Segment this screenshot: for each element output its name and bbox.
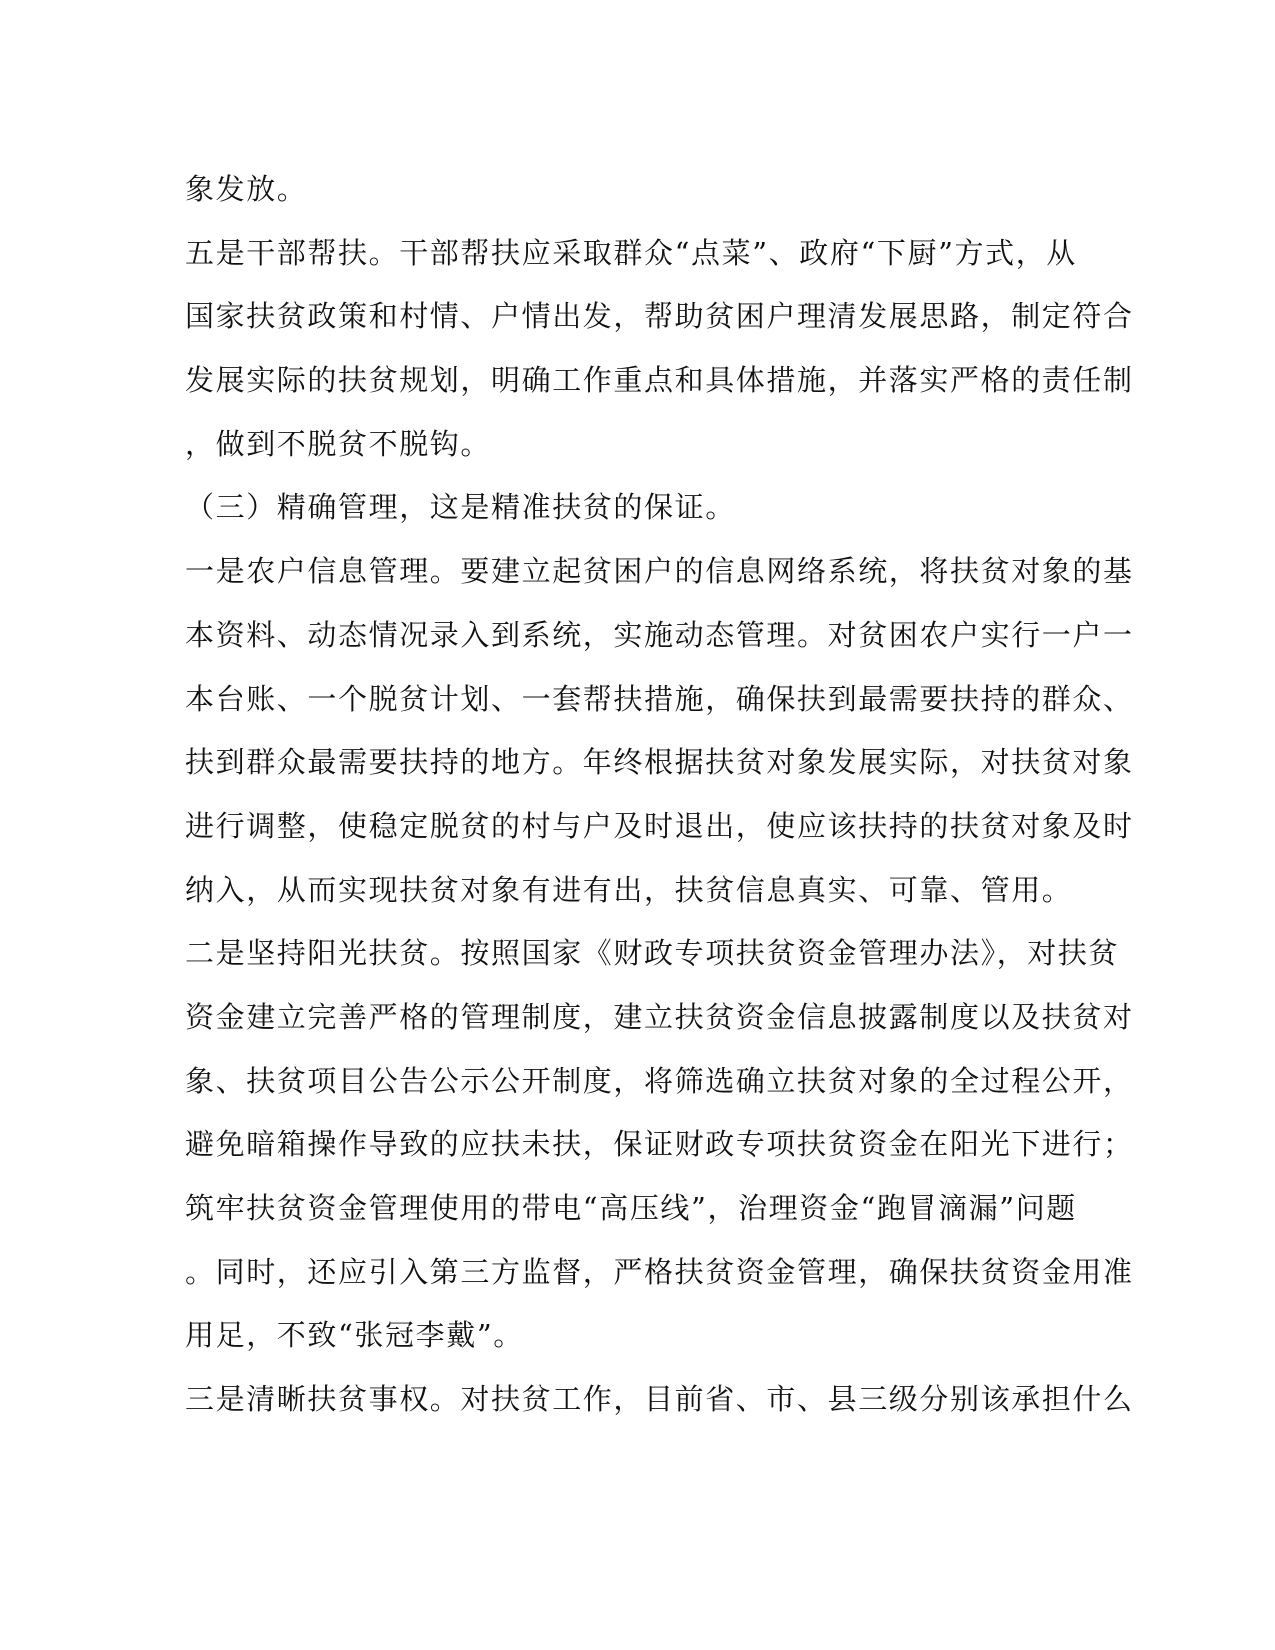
text-line: 象、扶贫项目公告公示公开制度，将筛选确立扶贫对象的全过程公开， [185, 1063, 1134, 1098]
text-line: 本资料、动态情况录入到系统，实施动态管理。对贫困农户实行一户一 [185, 617, 1134, 652]
text-line: 象发放。 [185, 172, 308, 206]
text-line: 进行调整，使稳定脱贫的村与户及时退出，使应该扶持的扶贫对象及时 [185, 808, 1134, 843]
text-line: 用足，不致“张冠李戴”。 [185, 1318, 524, 1353]
section-heading: （三）精确管理，这是精准扶贫的保证。 [185, 490, 736, 525]
text-line: 筑牢扶贫资金管理使用的带电“高压线”，治理资金“跑冒滴漏”问题 [185, 1191, 1077, 1225]
text-line: 资金建立完善严格的管理制度，建立扶贫资金信息披露制度以及扶贫对 [185, 999, 1134, 1034]
text-line: 。同时，还应引入第三方监督，严格扶贫资金管理，确保扶贫资金用准 [185, 1254, 1134, 1289]
text-line: 本台账、一个脱贫计划、一套帮扶措施，确保扶到最需要扶持的群众、 [185, 681, 1134, 716]
text-line: 一是农户信息管理。要建立起贫困户的信息网络系统，将扶贫对象的基 [185, 554, 1134, 589]
text-line: 扶到群众最需要扶持的地方。年终根据扶贫对象发展实际，对扶贫对象 [185, 745, 1134, 780]
text-line: 二是坚持阳光扶贫。按照国家《财政专项扶贫资金管理办法》，对扶贫 [185, 936, 1120, 971]
text-line: 发展实际的扶贫规划，明确工作重点和具体措施，并落实严格的责任制 [185, 363, 1134, 398]
text-line: 三是清晰扶贫事权。对扶贫工作，目前省、市、县三级分别该承担什么 [185, 1382, 1134, 1417]
text-line: 国家扶贫政策和村情、户情出发，帮助贫困户理清发展思路，制定符合 [185, 299, 1134, 334]
text-line: 纳入，从而实现扶贫对象有进有出，扶贫信息真实、可靠、管用。 [185, 872, 1073, 907]
text-line: 五是干部帮扶。干部帮扶应采取群众“点菜”、政府“下厨”方式，从 [185, 235, 1077, 270]
body-text [185, 158, 1134, 1432]
text-line: 避免暗箱操作导致的应扶未扶，保证财政专项扶贫资金在阳光下进行； [185, 1127, 1134, 1162]
text-line: ，做到不脱贫不脱钩。 [185, 426, 492, 461]
